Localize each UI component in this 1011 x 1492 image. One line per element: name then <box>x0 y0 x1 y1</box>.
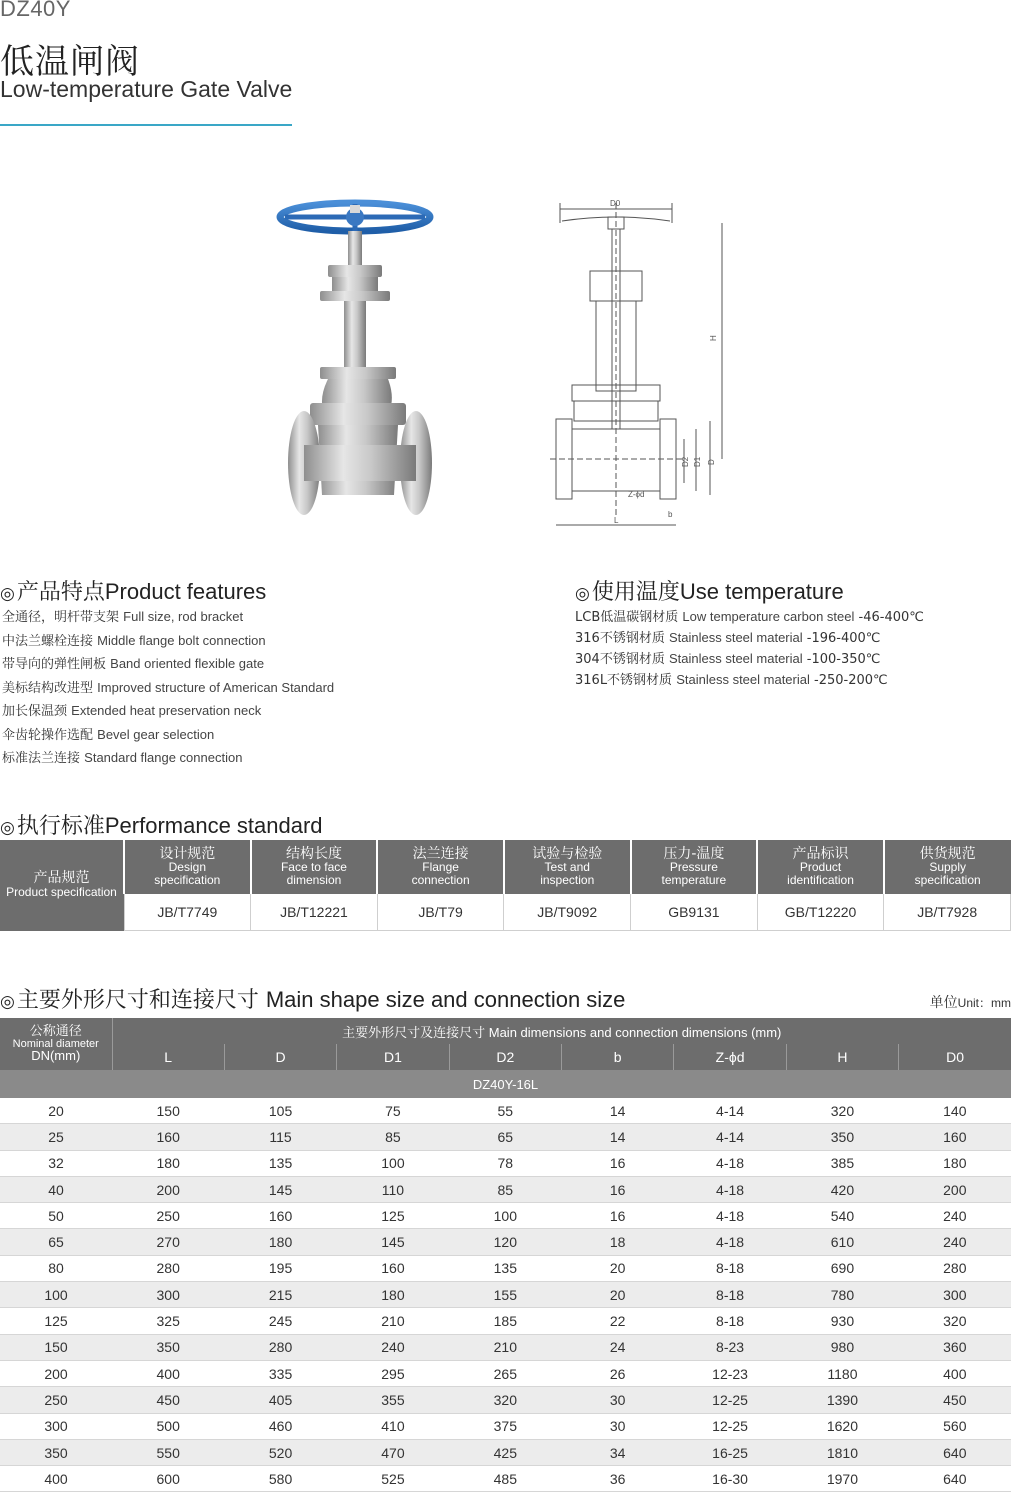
temperature-heading-zh: 使用温度 <box>591 580 680 605</box>
circle-mark-icon: ◎ <box>0 584 15 604</box>
model-row: DZ40Y-16L <box>0 1070 1011 1098</box>
row-header: 产品规范 Product specification <box>0 840 124 931</box>
table-cell: 780 <box>786 1282 898 1308</box>
table-cell: 34 <box>562 1439 674 1465</box>
table-cell: JB/T9092 <box>504 894 631 931</box>
table-header-row <box>0 840 1011 894</box>
list-item: 美标结构改进型 Improved structure of American Standard <box>2 679 335 696</box>
table-row <box>0 1282 1011 1308</box>
performance-heading <box>0 809 323 840</box>
dimensions-heading <box>0 983 625 1014</box>
table-cell: 350 <box>112 1334 224 1360</box>
table-cell: 280 <box>224 1334 336 1360</box>
table-cell: 32 <box>0 1150 112 1176</box>
table-cell: 280 <box>899 1255 1011 1281</box>
label-h: H <box>709 335 718 341</box>
list-item: 304不锈钢材质 Stainless steel material -100-350℃ <box>575 651 881 667</box>
table-cell: 4-14 <box>674 1098 786 1124</box>
dimensions-heading-en: Main shape size and connection size <box>265 987 626 1012</box>
table-cell: 460 <box>224 1413 336 1439</box>
table-cell: 400 <box>899 1360 1011 1386</box>
table-cell: 12-25 <box>674 1413 786 1439</box>
table-cell: 78 <box>449 1150 561 1176</box>
table-cell: 65 <box>449 1124 561 1150</box>
table-cell: 540 <box>786 1203 898 1229</box>
table-cell: 40 <box>0 1176 112 1202</box>
table-cell: 405 <box>224 1387 336 1413</box>
table-cell: 18 <box>562 1229 674 1255</box>
label-z: Z-ϕd <box>628 490 645 499</box>
table-cell: 520 <box>224 1439 336 1465</box>
table-cell: 85 <box>449 1176 561 1202</box>
table-row <box>0 1255 1011 1281</box>
circle-mark-icon: ◎ <box>0 992 15 1012</box>
label-d1: D1 <box>693 456 702 467</box>
table-cell: 195 <box>224 1255 336 1281</box>
table-cell: JB/T7928 <box>884 894 1011 931</box>
column-header: D2 <box>449 1044 561 1070</box>
list-item: 加长保温颈 Extended heat preservation neck <box>2 703 262 719</box>
label-b: b <box>668 510 673 519</box>
list-item: 全通径，明杆带支架 Full size, rod bracket <box>2 609 244 625</box>
table-cell: GB9131 <box>631 894 758 931</box>
table-row <box>0 1308 1011 1334</box>
table-cell: 210 <box>337 1308 449 1334</box>
table-cell: 16-30 <box>674 1466 786 1492</box>
table-cell: 16 <box>562 1203 674 1229</box>
circle-mark-icon: ◎ <box>575 584 590 604</box>
circle-mark-icon: ◎ <box>0 818 15 838</box>
table-cell: 4-18 <box>674 1150 786 1176</box>
table-cell: 980 <box>786 1334 898 1360</box>
column-header: 设计规范 Design specification <box>124 840 251 894</box>
column-header: 试验与检验 Test and inspection <box>504 840 631 894</box>
table-cell: 14 <box>562 1098 674 1124</box>
table-cell: 240 <box>899 1229 1011 1255</box>
table-cell: 25 <box>0 1124 112 1150</box>
table-cell: 20 <box>562 1255 674 1281</box>
label-d2: D2 <box>681 456 690 467</box>
table-cell: 325 <box>112 1308 224 1334</box>
table-cell: 385 <box>786 1150 898 1176</box>
table-cell: 690 <box>786 1255 898 1281</box>
table-cell: 14 <box>562 1124 674 1150</box>
table-cell: JB/T7749 <box>124 894 251 931</box>
table-cell: 200 <box>112 1176 224 1202</box>
column-header: b <box>562 1044 674 1070</box>
table-cell: 4-18 <box>674 1176 786 1202</box>
table-cell: 270 <box>112 1229 224 1255</box>
table-cell: 4-18 <box>674 1229 786 1255</box>
table-cell: 100 <box>337 1150 449 1176</box>
table-cell: 400 <box>0 1466 112 1492</box>
table-cell: 355 <box>337 1387 449 1413</box>
table-cell: 300 <box>0 1413 112 1439</box>
label-l: L <box>614 516 619 525</box>
table-cell: 145 <box>224 1176 336 1202</box>
table-row <box>0 1229 1011 1255</box>
list-item: 标准法兰连接 Standard flange connection <box>2 750 243 766</box>
table-cell: 160 <box>337 1255 449 1281</box>
dn-header: 公称通径 Nominal diameter DN(mm) <box>0 1018 112 1070</box>
table-cell: 160 <box>224 1203 336 1229</box>
table-cell: 16-25 <box>674 1439 786 1465</box>
table-cell: 295 <box>337 1360 449 1386</box>
table-row <box>0 1176 1011 1202</box>
table-cell: 12-23 <box>674 1360 786 1386</box>
table-row <box>0 1360 1011 1386</box>
list-item: 伞齿轮操作选配 Bevel gear selection <box>2 726 215 743</box>
column-header: L <box>112 1044 224 1070</box>
table-cell: 600 <box>112 1466 224 1492</box>
model-code: DZ40Y <box>0 0 71 21</box>
table-row <box>0 1466 1011 1492</box>
table-cell: 265 <box>449 1360 561 1386</box>
table-cell: 180 <box>899 1150 1011 1176</box>
table-cell: 155 <box>449 1282 561 1308</box>
column-header: Z-ϕd <box>674 1044 786 1070</box>
table-cell: 20 <box>0 1098 112 1124</box>
table-cell: 1620 <box>786 1413 898 1439</box>
table-cell: 410 <box>337 1413 449 1439</box>
table-cell: 250 <box>112 1203 224 1229</box>
list-item: 316L不锈钢材质 Stainless steel material -250-200℃ <box>575 672 888 688</box>
table-cell: 450 <box>899 1387 1011 1413</box>
table-cell: 135 <box>224 1150 336 1176</box>
table-row <box>0 1124 1011 1150</box>
table-cell: 350 <box>786 1124 898 1150</box>
features-list <box>2 606 334 771</box>
table-cell: 350 <box>0 1439 112 1465</box>
table-cell: 420 <box>786 1176 898 1202</box>
table-cell: 135 <box>449 1255 561 1281</box>
table-cell: 24 <box>562 1334 674 1360</box>
column-header: D <box>224 1044 336 1070</box>
table-cell: 930 <box>786 1308 898 1334</box>
table-cell: 560 <box>899 1413 1011 1439</box>
table-row <box>0 1098 1011 1124</box>
list-item: 316不锈钢材质 Stainless steel material -196-400℃ <box>575 630 881 646</box>
table-cell: 610 <box>786 1229 898 1255</box>
table-cell: 1810 <box>786 1439 898 1465</box>
dimensions-heading-zh: 主要外形尺寸和连接尺寸 <box>16 988 259 1013</box>
table-row <box>0 1439 1011 1465</box>
table-cell: 640 <box>899 1466 1011 1492</box>
table-cell: 240 <box>899 1203 1011 1229</box>
label-d: D <box>707 459 716 465</box>
table-cell: 50 <box>0 1203 112 1229</box>
performance-table <box>0 840 1011 931</box>
performance-heading-en: Performance standard <box>104 813 323 838</box>
table-cell: 500 <box>112 1413 224 1439</box>
column-header: 压力-温度 Pressure temperature <box>631 840 758 894</box>
table-cell: 120 <box>449 1229 561 1255</box>
table-cell: JB/T12221 <box>251 894 378 931</box>
valve-drawing <box>550 195 740 535</box>
table-cell: 280 <box>112 1255 224 1281</box>
table-header-row <box>0 1044 1011 1070</box>
dimensions-table <box>0 1018 1011 1492</box>
temperature-heading <box>575 575 844 606</box>
column-header: H <box>786 1044 898 1070</box>
table-cell: 12-25 <box>674 1387 786 1413</box>
table-cell: 320 <box>786 1098 898 1124</box>
dimensions-body <box>0 1098 1011 1492</box>
table-cell: 1970 <box>786 1466 898 1492</box>
table-cell: 300 <box>899 1282 1011 1308</box>
table-cell: 335 <box>224 1360 336 1386</box>
table-cell: 485 <box>449 1466 561 1492</box>
table-cell: 150 <box>0 1334 112 1360</box>
table-cell: 75 <box>337 1098 449 1124</box>
list-item: 带导向的弹性闸板 Band oriented flexible gate <box>2 656 265 672</box>
table-header-row <box>0 1018 1011 1044</box>
features-heading <box>0 575 266 606</box>
table-cell: 240 <box>337 1334 449 1360</box>
performance-heading-zh: 执行标准 <box>16 814 105 839</box>
table-cell: 450 <box>112 1387 224 1413</box>
table-cell: 360 <box>899 1334 1011 1360</box>
table-cell: 375 <box>449 1413 561 1439</box>
column-header: D1 <box>337 1044 449 1070</box>
table-row <box>0 1203 1011 1229</box>
table-cell: 200 <box>899 1176 1011 1202</box>
column-header: 法兰连接 Flange connection <box>377 840 504 894</box>
table-cell: 16 <box>562 1176 674 1202</box>
table-cell: 150 <box>112 1098 224 1124</box>
table-cell: GB/T12220 <box>757 894 884 931</box>
table-cell: 1180 <box>786 1360 898 1386</box>
table-cell: 8-18 <box>674 1255 786 1281</box>
table-cell: 550 <box>112 1439 224 1465</box>
table-cell: 180 <box>224 1229 336 1255</box>
temperature-list <box>575 607 924 691</box>
table-cell: 160 <box>112 1124 224 1150</box>
table-row <box>0 1413 1011 1439</box>
temperature-heading-en: Use temperature <box>679 579 844 604</box>
table-cell: 425 <box>449 1439 561 1465</box>
unit-note: 单位Unit：mm <box>929 995 1011 1011</box>
table-cell: 200 <box>0 1360 112 1386</box>
table-cell: 22 <box>562 1308 674 1334</box>
group-header: 主要外形尺寸及连接尺寸 Main dimensions and connection dimensions (mm) <box>112 1018 1011 1044</box>
table-row <box>0 1387 1011 1413</box>
table-cell: 110 <box>337 1176 449 1202</box>
table-row <box>0 894 1011 931</box>
table-cell: 160 <box>899 1124 1011 1150</box>
table-cell: 16 <box>562 1150 674 1176</box>
table-cell: 185 <box>449 1308 561 1334</box>
list-item: 中法兰螺栓连接 Middle flange bolt connection <box>2 632 266 649</box>
table-cell: 20 <box>562 1282 674 1308</box>
table-cell: 115 <box>224 1124 336 1150</box>
title-underline <box>0 124 292 126</box>
table-cell: 100 <box>0 1282 112 1308</box>
page-title-zh: 低温闸阀 <box>0 42 140 82</box>
table-cell: 55 <box>449 1098 561 1124</box>
table-cell: 180 <box>112 1150 224 1176</box>
table-cell: 125 <box>0 1308 112 1334</box>
table-cell: 30 <box>562 1413 674 1439</box>
table-cell: 470 <box>337 1439 449 1465</box>
table-cell: 215 <box>224 1282 336 1308</box>
table-cell: 580 <box>224 1466 336 1492</box>
table-cell: 65 <box>0 1229 112 1255</box>
column-header: 产品标识 Product identification <box>757 840 884 894</box>
valve-photo <box>270 195 445 530</box>
table-cell: 8-23 <box>674 1334 786 1360</box>
column-header: 结构长度 Face to face dimension <box>251 840 378 894</box>
table-cell: JB/T79 <box>377 894 504 931</box>
table-cell: 180 <box>337 1282 449 1308</box>
table-cell: 8-18 <box>674 1308 786 1334</box>
table-cell: 4-18 <box>674 1203 786 1229</box>
page-title-en: Low-temperature Gate Valve <box>0 76 293 102</box>
table-row <box>0 1150 1011 1176</box>
table-cell: 145 <box>337 1229 449 1255</box>
table-cell: 1390 <box>786 1387 898 1413</box>
table-cell: 250 <box>0 1387 112 1413</box>
column-header: D0 <box>899 1044 1011 1070</box>
column-header: 供货规范 Supply specification <box>884 840 1011 894</box>
table-cell: 26 <box>562 1360 674 1386</box>
table-cell: 85 <box>337 1124 449 1150</box>
table-cell: 80 <box>0 1255 112 1281</box>
table-cell: 105 <box>224 1098 336 1124</box>
table-cell: 320 <box>449 1387 561 1413</box>
table-cell: 640 <box>899 1439 1011 1465</box>
table-row <box>0 1334 1011 1360</box>
table-cell: 125 <box>337 1203 449 1229</box>
table-cell: 100 <box>449 1203 561 1229</box>
table-cell: 245 <box>224 1308 336 1334</box>
table-cell: 400 <box>112 1360 224 1386</box>
table-cell: 320 <box>899 1308 1011 1334</box>
table-cell: 4-14 <box>674 1124 786 1150</box>
table-cell: 210 <box>449 1334 561 1360</box>
features-heading-en: Product features <box>104 579 267 604</box>
table-cell: 8-18 <box>674 1282 786 1308</box>
list-item: LCB低温碳钢材质 Low temperature carbon steel -46-400℃ <box>575 609 924 625</box>
features-heading-zh: 产品特点 <box>16 580 105 605</box>
table-cell: 140 <box>899 1098 1011 1124</box>
label-d0: D0 <box>610 199 621 208</box>
table-cell: 525 <box>337 1466 449 1492</box>
table-cell: 30 <box>562 1387 674 1413</box>
table-cell: 300 <box>112 1282 224 1308</box>
table-cell: 36 <box>562 1466 674 1492</box>
